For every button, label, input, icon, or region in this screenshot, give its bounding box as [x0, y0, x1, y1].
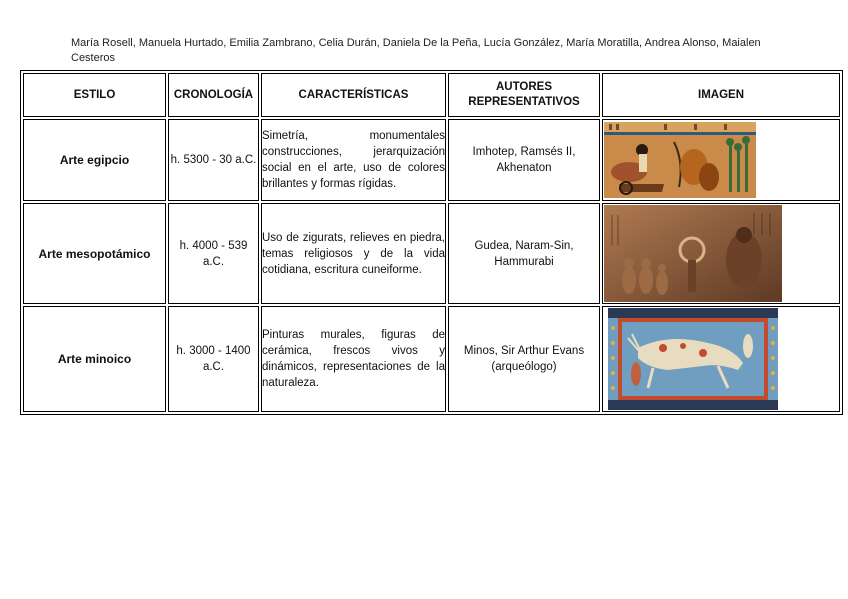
header-estilo: ESTILO	[23, 73, 166, 117]
header-caracteristicas: CARACTERÍSTICAS	[261, 73, 446, 117]
table-row	[23, 306, 840, 412]
cronologia-cell: h. 3000 - 1400 a.C.	[168, 306, 259, 412]
authors-line: María Rosell, Manuela Hurtado, Emilia Zambrano, Celia Durán, Daniela De la Peña, Lucía González, María Moratilla, Andrea Alonso, Maialen Cesteros	[71, 37, 761, 64]
caracteristicas-cell: Uso de zigurats, relieves en piedra, temas religiosos y de la vida cotidiana, escritura cuneiforme.	[261, 203, 446, 304]
autores-cell: Gudea, Naram-Sin, Hammurabi	[448, 203, 600, 304]
table-header-row	[23, 73, 840, 117]
mesopotamian-relief-image	[604, 205, 782, 302]
minoan-fresco-image	[608, 308, 778, 410]
egyptian-painting-image	[604, 122, 756, 198]
imagen-cell	[602, 306, 840, 412]
table-row	[23, 203, 840, 304]
autores-cell: Minos, Sir Arthur Evans (arqueólogo)	[448, 306, 600, 412]
caracteristicas-cell: Pinturas murales, figuras de cerámica, frescos vivos y dinámicos, representaciones de la naturaleza.	[261, 306, 446, 412]
estilo-cell: Arte mesopotámico	[23, 203, 166, 304]
cronologia-cell: h. 5300 - 30 a.C.	[168, 119, 259, 201]
table-row	[23, 119, 840, 201]
estilo-cell: Arte minoico	[23, 306, 166, 412]
caracteristicas-cell: Simetría, monumentales construcciones, jerarquización social en el arte, uso de colores brillantes y formas rígidas.	[261, 119, 446, 201]
header-imagen: IMAGEN	[602, 73, 840, 117]
imagen-cell	[602, 203, 840, 304]
header-autores: AUTORES REPRESENTATIVOS	[448, 73, 600, 117]
cronologia-cell: h. 4000 - 539 a.C.	[168, 203, 259, 304]
header-cronologia: CRONOLOGÍA	[168, 73, 259, 117]
art-styles-table	[20, 70, 843, 415]
autores-cell: Imhotep, Ramsés II, Akhenaton	[448, 119, 600, 201]
imagen-cell	[602, 119, 840, 201]
estilo-cell: Arte egipcio	[23, 119, 166, 201]
